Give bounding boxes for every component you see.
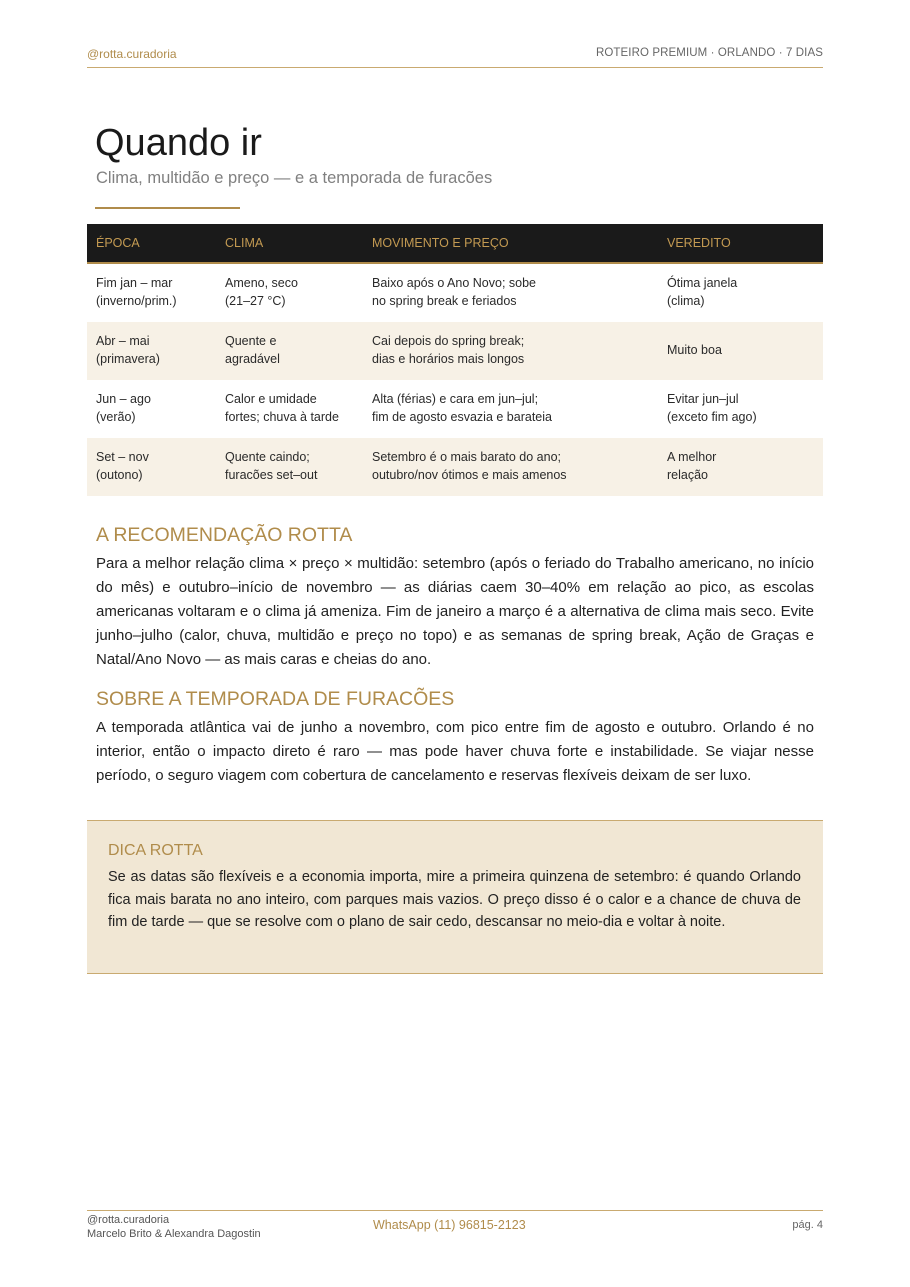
table-cell [87,263,216,322]
cell-line: (clima) [667,294,705,308]
table-cell [87,322,216,380]
table-cell [216,380,363,438]
cell-line: Abr – mai [96,334,150,348]
tip-box [87,820,823,974]
cell-line: (primavera) [96,352,160,366]
table-row [87,438,823,496]
cell-line: A melhor [667,450,717,464]
table-row [87,322,823,380]
cell-line: fim de agosto esvazia e barateia [372,410,552,424]
cell-line: agradável [225,352,280,366]
cell-line: no spring break e feriados [372,294,517,308]
cell-line: Alta (férias) e cara em jun–jul; [372,392,539,406]
cell-line: (exceto fim ago) [667,410,757,424]
table-cell [658,438,823,496]
cell-line: Set – nov [96,450,149,464]
header-doc-title: ROTEIRO PREMIUM · ORLANDO · 7 DIAS [595,47,823,59]
column-header-movimento-preco: MOVIMENTO E PREÇO [363,224,658,263]
page-number: pág. 4 [792,1219,823,1231]
tip-body: Se as datas são flexíveis e a economia importa, mire a primeira quinzena de setembro: é quando Orlando fica mais barata no ano inteiro, com parques mais vazios. O preço disso é o calor e a chance de chuva de fim de tarde — que se resolve com o plano de sair cedo, descansar no meio-dia e voltar à noite. [108,869,801,930]
header-handle: @rotta.curadoria [87,47,177,61]
table-cell [363,322,658,380]
cell-line: Ótima janela [667,276,738,290]
hurricane-body: A temporada atlântica vai de junho a novembro, com pico entre fim de agosto e outubro. Orlando é no interior, então o impacto direto é raro — mas pode haver chuva forte e instabilidade. Se viajar nesse período, o seguro viagem com cobertura de cancelamento e reservas flexíveis deixam de ser luxo. [96,719,814,784]
cell-line: Quente caindo; [225,450,310,464]
table-row [87,263,823,322]
recommendation-body: Para a melhor relação clima × preço × multidão: setembro (após o feriado do Trabalho americano, no início do mês) e outubro–início de novembro — as diárias caem 30–40% em relação ao pico, as escolas americanas voltaram e o clima já ameniza. Fim de janeiro a março é a alternativa de clima mais seco. Evite junho–julho (calor, chuva, multidão e preço no topo) e as semanas de spring break, Ação de Graças e Natal/Ano Novo — as mais caras e cheias do ano. [96,555,814,668]
cell-line: (inverno/prim.) [96,294,177,308]
table-cell [658,263,823,322]
recommendation-heading: A RECOMENDAÇÃO ROTTA [96,524,353,546]
table-cell [658,322,823,380]
cell-line: Quente e [225,334,277,348]
table-cell [363,438,658,496]
cell-line: Baixo após o Ano Novo; sobe [372,276,537,290]
table-row [87,380,823,438]
table-header-row [87,224,823,263]
cell-line: Cai depois do spring break; [372,334,525,348]
table-cell [363,263,658,322]
cell-line: Setembro é o mais barato do ano; [372,450,562,464]
page-subtitle: Clima, multidão e preço — e a temporada de furacões [96,169,493,187]
table-cell [216,438,363,496]
cell-line: Calor e umidade [225,392,317,406]
cell-line: outubro/nov ótimos e mais amenos [372,468,567,482]
column-header-clima: CLIMA [216,224,363,263]
column-header-epoca: ÉPOCA [87,224,216,263]
footer-handle: @rotta.curadoria [87,1214,170,1226]
season-table [87,224,823,496]
cell-line: (verão) [96,410,136,424]
hurricane-heading: SOBRE A TEMPORADA DE FURACÕES [96,688,455,710]
table-cell [363,380,658,438]
column-header-veredito: VEREDITO [658,224,823,263]
page-footer [87,1210,823,1243]
cell-line: Muito boa [667,343,722,357]
table-cell [216,322,363,380]
tip-title: DICA ROTTA [108,842,203,859]
table-cell [216,263,363,322]
cell-line: Fim jan – mar [96,276,173,290]
cell-line: Evitar jun–jul [667,392,739,406]
cell-line: furacões set–out [225,468,318,482]
page-title: Quando ir [95,122,262,164]
cell-line: fortes; chuva à tarde [225,410,339,424]
cell-line: (21–27 °C) [225,294,286,308]
cell-line: Ameno, seco [225,276,298,290]
cell-line: Jun – ago [96,392,151,406]
cell-line: relação [667,468,708,482]
cell-line: dias e horários mais longos [372,352,525,366]
title-divider [95,207,240,209]
table-cell [658,380,823,438]
footer-whatsapp: WhatsApp (11) 96815-2123 [373,1218,526,1232]
table-cell [87,438,216,496]
table-cell [87,380,216,438]
page-header [87,47,823,68]
footer-authors: Marcelo Brito & Alexandra Dagostin [87,1228,261,1240]
cell-line: (outono) [96,468,143,482]
